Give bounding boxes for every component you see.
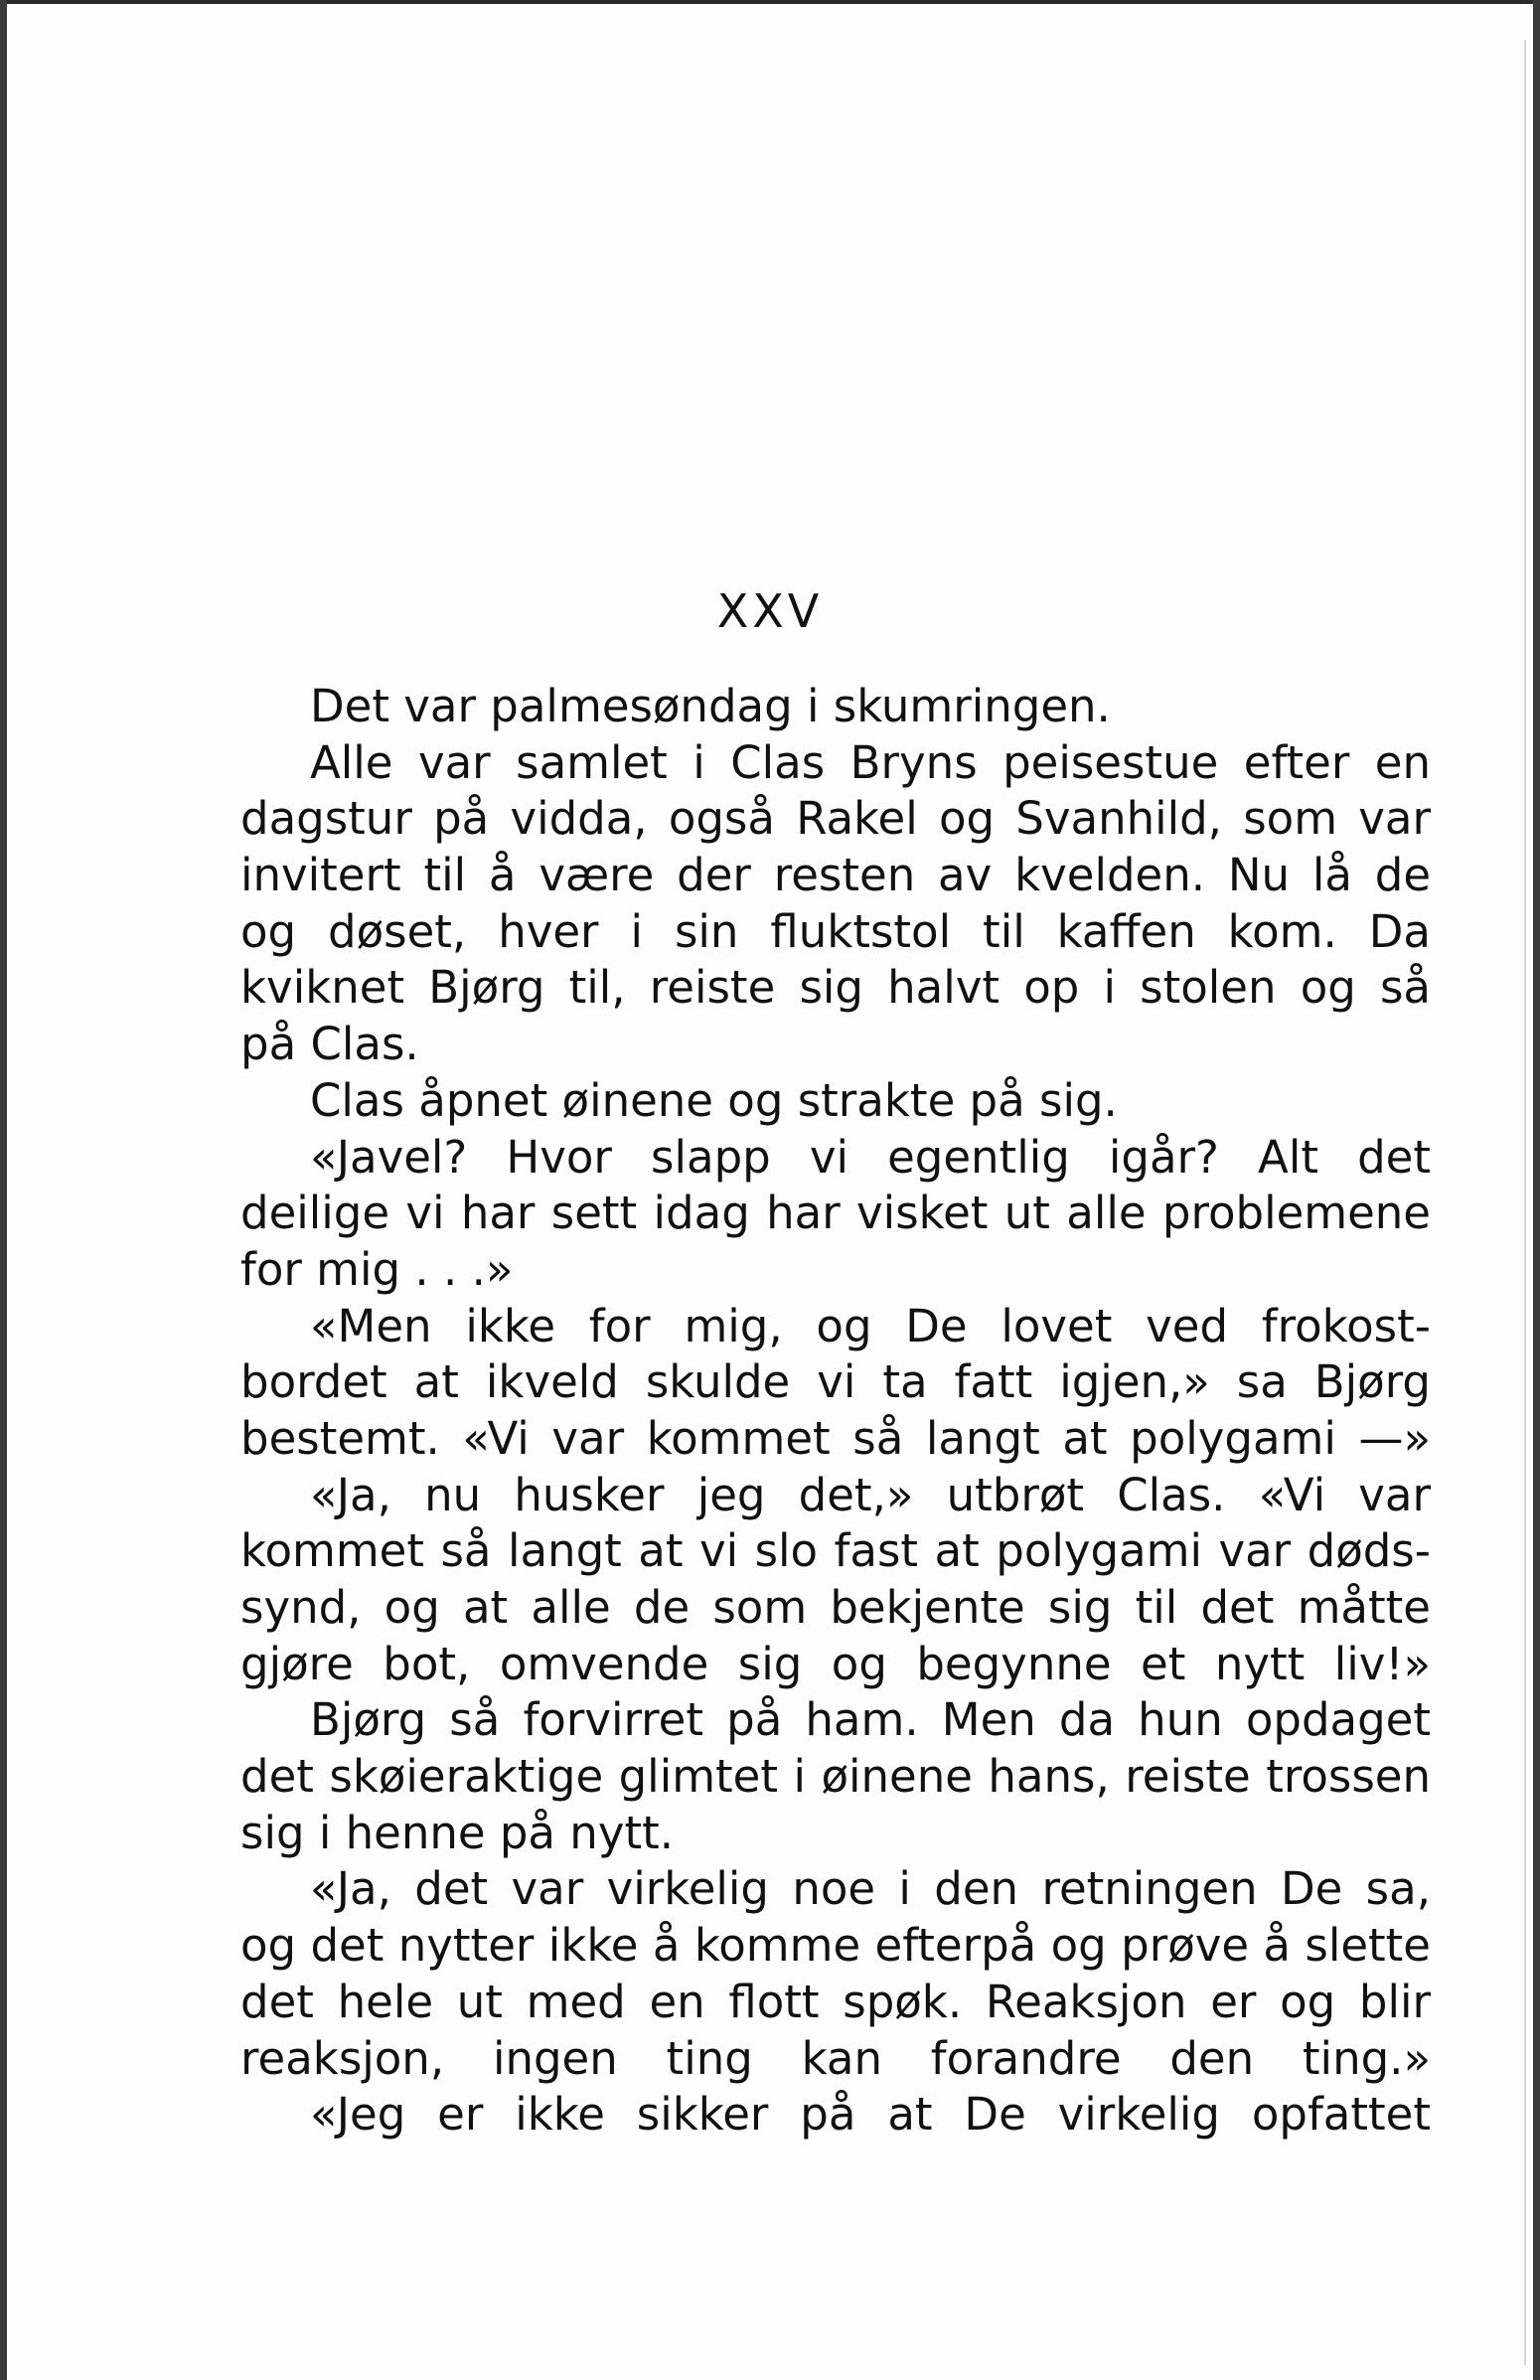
text-line: og døset, hver i sin fluktstol til kaffen kom. Da [240,904,1431,958]
page-border-left [0,0,7,2380]
page-border-right [1533,0,1540,2380]
text-line: sig i henne på nytt. [240,1806,675,1859]
text-line: Bjørg så forvirret på ham. Men da hun opdaget [310,1693,1431,1747]
text-line: «Javel? Hvor slapp vi egentlig igår? Alt det [310,1130,1431,1184]
text-line: bestemt. «Vi var kommet så langt at polygami —» [240,1411,1431,1465]
text-line: gjøre bot, omvende sig og begynne et nytt liv!» [240,1637,1431,1690]
text-line: og det nytter ikke å komme efterpå og prøve å slette [240,1919,1431,1973]
text-line: «Ja, nu husker jeg det,» utbrøt Clas. «Vi var [310,1468,1431,1521]
chapter-heading: XXV [716,584,824,638]
text-line: for mig . . .» [240,1242,514,1296]
text-line: Det var palmesøndag i skumringen. [310,680,1111,732]
text-line: dagstur på vidda, også Rakel og Svanhild, som var [240,792,1431,846]
text-line: reaksjon, ingen ting kan forandre den ting.» [240,2031,1431,2085]
text-line: Alle var samlet i Clas Bryns peisestue efter en [310,735,1431,789]
text-line: invitert til å være der resten av kvelden. Nu lå de [240,849,1431,902]
text-line: kommet så langt at vi slo fast at polygami var døds- [240,1524,1431,1578]
text-line: «Men ikke for mig, og De lovet ved frokost- [310,1299,1431,1352]
text-line: deilige vi har sett idag har visket ut alle problemene [240,1187,1431,1240]
text-line: synd, og at alle de som bekjente sig til det måtte [240,1581,1431,1634]
page-shadow-line [1524,40,1526,2365]
page-border-top [0,0,1540,4]
body-text [240,679,1431,2143]
text-line: kviknet Bjørg til, reiste sig halvt op i stolen og så [240,961,1431,1015]
text-line: Clas åpnet øinene og strakte på sig. [310,1073,1118,1127]
text-line: det skøieraktige glimtet i øinene hans, reiste trossen [240,1750,1431,1804]
text-line: det hele ut med en flott spøk. Reaksjon er og blir [240,1975,1431,2028]
text-line: på Clas. [240,1018,419,1071]
text-line: «Ja, det var virkelig noe i den retningen De sa, [310,1862,1431,1916]
text-line: bordet at ikveld skulde vi ta fatt igjen,» sa Bjørg [240,1355,1431,1409]
text-line: «Jeg er ikke sikker på at De virkelig opfattet [310,2088,1431,2142]
